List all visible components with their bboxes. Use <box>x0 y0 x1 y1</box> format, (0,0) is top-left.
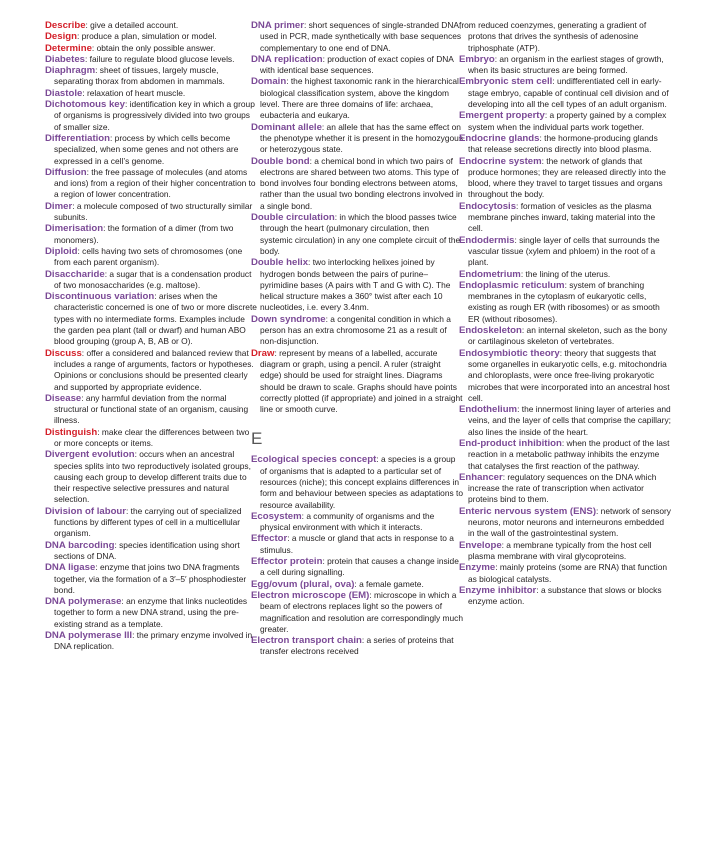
glossary-entry <box>45 223 257 246</box>
glossary-definition: : give a detailed account. <box>85 20 179 30</box>
glossary-entry <box>459 20 671 54</box>
glossary-term: End-product inhibition <box>459 437 562 449</box>
glossary-definition: : the free passage of molecules (and atoms and ions) from a region of their higher concentration to a region of lower concentration. <box>54 166 256 200</box>
command-term: Draw <box>251 347 275 359</box>
glossary-definition: : identification key in which a group of organisms is progressively divided into two groups of smaller size. <box>54 99 255 132</box>
glossary-entry <box>251 54 463 77</box>
glossary-definition: : protein that causes a change inside a cell during signalling. <box>260 556 459 578</box>
glossary-entry <box>45 133 257 167</box>
glossary-entry <box>251 556 463 579</box>
glossary-term: Divergent evolution <box>45 449 135 461</box>
glossary-definition: : offer a considered and balanced review that includes a range of arguments, factors or hypotheses. Opinions or conclusions should be presented clearly and supported by appropriate evidence. <box>54 347 254 392</box>
glossary-term: Enzyme inhibitor <box>459 584 537 596</box>
glossary-term: Embryonic stem cell <box>459 76 553 88</box>
glossary-entry <box>459 133 671 156</box>
glossary-term: Endocrine system <box>459 155 542 167</box>
glossary-term: DNA polymerase <box>45 596 122 608</box>
glossary-entry <box>459 540 671 563</box>
glossary-term: Disaccharide <box>45 268 105 280</box>
glossary-entry <box>459 348 671 404</box>
glossary-definition: : an organism in the earliest stages of growth, when its basic structures are being formed. <box>468 53 664 76</box>
glossary-definition: : an internal skeleton, such as the bony or cartilaginous skeleton of vertebrates. <box>468 325 668 347</box>
glossary-definition: : arises when the characteristic concerned is one of two or more discrete types with no intermediate forms. Examples include the garden pea plant (tall or dwarf) and human ABO blood grouping (group A, B, AB or O). <box>54 291 257 347</box>
glossary-column-2 <box>251 20 463 658</box>
glossary-definition: : enzyme that joins two DNA fragments together, via the formation of a 3′–5′ phosphodiester bond. <box>54 562 247 595</box>
glossary-entry <box>459 201 671 235</box>
glossary-entry <box>459 110 671 133</box>
glossary-definition: : relaxation of heart muscle. <box>82 87 186 98</box>
glossary-definition: : any harmful deviation from the normal structural or functional state of an organism, causing illness. <box>54 392 249 426</box>
glossary-entry <box>251 257 463 313</box>
glossary-definition: : a species is a group of organisms that is adapted to a particular set of resources (niche); this concept explains differences in form and behaviour between species as adaptations to resource availability. <box>260 454 463 510</box>
glossary-term: Effector <box>251 533 288 545</box>
glossary-entry <box>45 596 257 630</box>
glossary-definition: : obtain the only possible answer. <box>91 42 216 53</box>
glossary-term: Diffusion <box>45 166 87 178</box>
glossary-definition: : formation of vesicles as the plasma membrane pinches inward, taking material into the cell. <box>468 200 656 234</box>
glossary-entry <box>45 43 257 54</box>
glossary-term: DNA replication <box>251 53 323 65</box>
glossary-term: Disease <box>45 392 82 404</box>
glossary-definition: : when the product of the last reaction in a metabolic pathway inhibits the enzyme that catalyses the first reaction of the pathway. <box>468 437 670 471</box>
glossary-definition: : the network of glands that produce hormones; they are released directly into the blood, where they travel to target tissues and organs throughout the body. <box>468 155 666 200</box>
glossary-definition: : microscope in which a beam of electrons replaces light so the powers of magnification and resolution are correspondingly much greater. <box>260 589 463 634</box>
glossary-definition: : the innermost lining layer of arteries and veins, and the layer of cells that comprise the capillary; also lines the inside of the heart. <box>468 404 671 437</box>
glossary-definition: : regulatory sequences on the DNA which increase the rate of transcription when activator proteins bind to them. <box>468 471 657 505</box>
glossary-definition: : a series of proteins that transfer electrons received <box>260 635 454 657</box>
glossary-definition: : undifferentiated cell in early-stage embryo, capable of continual cell division and of developing into all the cell types of an adult organism. <box>468 76 669 110</box>
glossary-definition: : a congenital condition in which a person has an extra chromosome 21 as a result of non-disjunction. <box>260 313 451 347</box>
glossary-entry <box>459 585 671 608</box>
glossary-term: Endoskeleton <box>459 325 522 337</box>
glossary-entry <box>251 156 463 212</box>
glossary-entry <box>459 54 671 77</box>
glossary-entry <box>45 348 257 393</box>
glossary-term: Effector protein <box>251 556 323 568</box>
glossary-term: DNA barcoding <box>45 539 115 551</box>
glossary-definition: : make clear the differences between two or more concepts or items. <box>54 426 250 448</box>
glossary-definition: : single layer of cells that surrounds the vascular tissue (xylem and phloem) in the root of a plant. <box>468 234 660 268</box>
glossary-definition: : a molecule composed of two structurally similar subunits. <box>54 200 253 223</box>
glossary-definition: : the primary enzyme involved in DNA replication. <box>54 630 253 652</box>
glossary-term: Emergent property <box>459 110 545 122</box>
glossary-definition: : the highest taxonomic rank in the hierarchical biological classification system, above the kingdom level. There are three domains of life: archaea, eubacteria and eukarya. <box>260 76 459 121</box>
glossary-definition: : production of exact copies of DNA with identical base sequences. <box>260 53 454 76</box>
glossary-entry <box>459 506 671 540</box>
glossary-definition: : a chemical bond in which two pairs of electrons are shared between two atoms. This type of bond involves four bonding electrons between atoms, rather than the usual two bonding electrons involved in a single bond. <box>260 155 463 211</box>
glossary-entry <box>45 31 257 42</box>
glossary-definition: : failure to regulate blood glucose levels. <box>85 53 235 64</box>
glossary-definition: : represent by means of a labelled, accurate diagram or graph, using a pencil. A ruler (straight edge) should be used for straight lines. Diagrams should be drawn to scale. Graphs should have points correctly plotted (if appropriate) and joined in a straight line or smooth curve. <box>260 347 463 415</box>
glossary-term: Endocrine glands <box>459 132 540 144</box>
glossary-term: Dichotomous key <box>45 99 125 111</box>
glossary-definition: from reduced coenzymes, generating a gradient of protons that drives the synthesis of adenosine triphosphate (ATP). <box>459 20 647 53</box>
glossary-term: Endocytosis <box>459 200 517 212</box>
glossary-definition: : a sugar that is a condensation product of two monosaccharides (e.g. maltose). <box>54 268 252 290</box>
glossary-term: Diploid <box>45 245 78 257</box>
glossary-definition: : a substance that slows or blocks enzyme action. <box>468 584 662 607</box>
glossary-term: Dimer <box>45 200 73 212</box>
glossary-definition: : an allele that has the same effect on the phenotype whether it is present in the homozygous or heterozygous state. <box>260 121 463 155</box>
glossary-entry <box>251 635 463 658</box>
glossary-definition: : an enzyme that links nucleotides together to form a new DNA strand, using the pre-existing strand as a template. <box>54 596 248 629</box>
glossary-column-3 <box>459 20 671 607</box>
glossary-entry <box>45 88 257 99</box>
glossary-term: Division of labour <box>45 505 127 517</box>
glossary-term: Diaphragm <box>45 65 96 77</box>
glossary-term: Enteric nervous system (ENS) <box>459 505 597 517</box>
glossary-entry <box>45 630 257 653</box>
glossary-entry <box>45 449 257 505</box>
glossary-term: Down syndrome <box>251 313 326 325</box>
glossary-entry <box>251 122 463 156</box>
glossary-definition: : cells having two sets of chromosomes (one from each parent organism). <box>54 245 243 268</box>
glossary-entry <box>251 76 463 121</box>
glossary-term: Endodermis <box>459 234 515 246</box>
glossary-term: Domain <box>251 76 287 88</box>
glossary-entry <box>45 54 257 65</box>
glossary-term: Double helix <box>251 257 309 269</box>
glossary-entry <box>459 76 671 110</box>
glossary-definition: : process by which cells become specialized, when some genes and not others are expressed in a cell’s genome. <box>54 132 239 166</box>
glossary-term: Double bond <box>251 155 310 167</box>
glossary-term: Electron transport chain <box>251 635 362 647</box>
glossary-term: Embryo <box>459 53 495 65</box>
glossary-definition: : theory that suggests that some organelles in eukaryotic cells, e.g. mitochondria and chloroplasts, were once free-living prokaryotic microbes that were incorporated into an ancestral host cell. <box>468 347 670 403</box>
glossary-column-1 <box>45 20 257 653</box>
glossary-definition: : in which the blood passes twice through the heart (pulmonary circulation, then systemic circulation) in any one complete circuit of the body. <box>260 212 461 256</box>
glossary-definition: : species identification using short sections of DNA. <box>54 539 240 561</box>
glossary-entry <box>45 20 257 31</box>
glossary-term: Diastole <box>45 87 83 99</box>
glossary-term: Egg/ovum (plural, ova) <box>251 578 355 590</box>
glossary-entry <box>459 156 671 201</box>
glossary-term: Differentiation <box>45 132 111 144</box>
glossary-term: Endoplasmic reticulum <box>459 279 565 291</box>
glossary-definition: : short sequences of single-stranded DNA, used in PCR, made synthetically with base sequences complementary to one end of DNA. <box>260 20 462 53</box>
glossary-definition: : two interlocking helixes joined by hydrogen bonds between the pairs of purine–pyrimidine bases (A pairs with T and G with C). The helical structure makes a 360° twist after each 10 nucleotides, i.e. every 3.4nm. <box>260 257 451 313</box>
glossary-term: Ecological species concept <box>251 454 377 466</box>
glossary-term: DNA ligase <box>45 562 96 574</box>
glossary-entry <box>459 325 671 348</box>
glossary-term: DNA polymerase III <box>45 630 133 642</box>
glossary-definition: : the hormone-producing glands that release secretions directly into blood plasma. <box>468 132 658 155</box>
glossary-entry <box>45 201 257 224</box>
glossary-entry <box>251 20 463 54</box>
glossary-entry <box>459 269 671 280</box>
glossary-term: Envelope <box>459 539 502 551</box>
command-term: Discuss <box>45 347 82 359</box>
glossary-term: Discontinuous variation <box>45 291 155 303</box>
glossary-entry <box>45 393 257 427</box>
command-term: Describe <box>45 20 86 31</box>
glossary-definition: : a membrane typically from the host cell plasma membrane with viral glycoproteins. <box>468 539 652 561</box>
glossary-entry <box>45 167 257 201</box>
glossary-definition: : system of branching membranes in the cytoplasm of eukaryotic cells, existing as rough ER (with ribosomes) or as smooth ER (without ribosomes). <box>468 279 660 324</box>
glossary-term: Endometrium <box>459 268 521 280</box>
glossary-entry <box>459 562 671 585</box>
glossary-entry <box>251 314 463 348</box>
glossary-entry <box>251 511 463 534</box>
glossary-definition: : occurs when an ancestral species splits into two reproductively isolated groups, causing each group to develop different traits due to their respective selective pressures and natural selection. <box>54 449 251 505</box>
glossary-definition: : a female gamete. <box>354 578 424 589</box>
glossary-entry <box>45 427 257 450</box>
glossary-term: Electron microscope (EM) <box>251 589 370 601</box>
glossary-entry <box>459 438 671 472</box>
command-term: Determine <box>45 42 92 54</box>
glossary-definition: : the carrying out of specialized functions by different types of cell in a multicellular organism. <box>54 505 242 539</box>
glossary-term: Dominant allele <box>251 121 322 133</box>
glossary-entry <box>251 212 463 257</box>
glossary-definition: : the lining of the uterus. <box>520 268 611 279</box>
glossary-entry <box>251 533 463 556</box>
glossary-entry <box>459 472 671 506</box>
glossary-term: Endosymbiotic theory <box>459 347 560 359</box>
glossary-entry <box>45 65 257 88</box>
glossary-term: Endothelium <box>459 404 518 416</box>
glossary-entry <box>45 291 257 347</box>
glossary-entry <box>45 506 257 540</box>
glossary-definition: : a community of organisms and the physical environment with which it interacts. <box>260 510 435 533</box>
glossary-entry <box>45 540 257 563</box>
glossary-definition: : the formation of a dimer (from two monomers). <box>54 223 234 245</box>
glossary-definition: : a property gained by a complex system when the individual parts work together. <box>468 110 667 132</box>
glossary-entry <box>45 246 257 269</box>
glossary-term: Double circulation <box>251 212 335 224</box>
glossary-entry <box>45 269 257 292</box>
glossary-definition: : a muscle or gland that acts in response to a stimulus. <box>260 533 454 555</box>
glossary-definition: : network of sensory neurons, motor neurons and interneurons embedded in the wall of the gastrointestinal system. <box>468 505 671 539</box>
command-term: Distinguish <box>45 426 98 438</box>
glossary-term: Enhancer <box>459 471 503 483</box>
glossary-term: Ecosystem <box>251 510 302 522</box>
glossary-term: DNA primer <box>251 20 304 31</box>
glossary-entry <box>251 454 463 510</box>
glossary-entry <box>459 404 671 438</box>
glossary-term: Dimerisation <box>45 223 104 235</box>
glossary-term: Diabetes <box>45 53 85 65</box>
section-heading: E <box>251 429 263 449</box>
glossary-entry <box>45 99 257 133</box>
glossary-entry <box>251 590 463 635</box>
command-term: Design <box>45 31 77 43</box>
glossary-entry <box>459 280 671 325</box>
glossary-entry <box>251 348 463 416</box>
glossary-entry <box>459 235 671 269</box>
glossary-entry <box>251 579 463 590</box>
glossary-entry <box>45 562 257 596</box>
glossary-definition: : produce a plan, simulation or model. <box>77 31 217 42</box>
glossary-definition: : mainly proteins (some are RNA) that function as biological catalysts. <box>468 562 668 584</box>
glossary-term: Enzyme <box>459 562 496 574</box>
glossary-definition: : sheet of tissues, largely muscle, separating thorax from abdomen in mammals. <box>54 65 225 87</box>
